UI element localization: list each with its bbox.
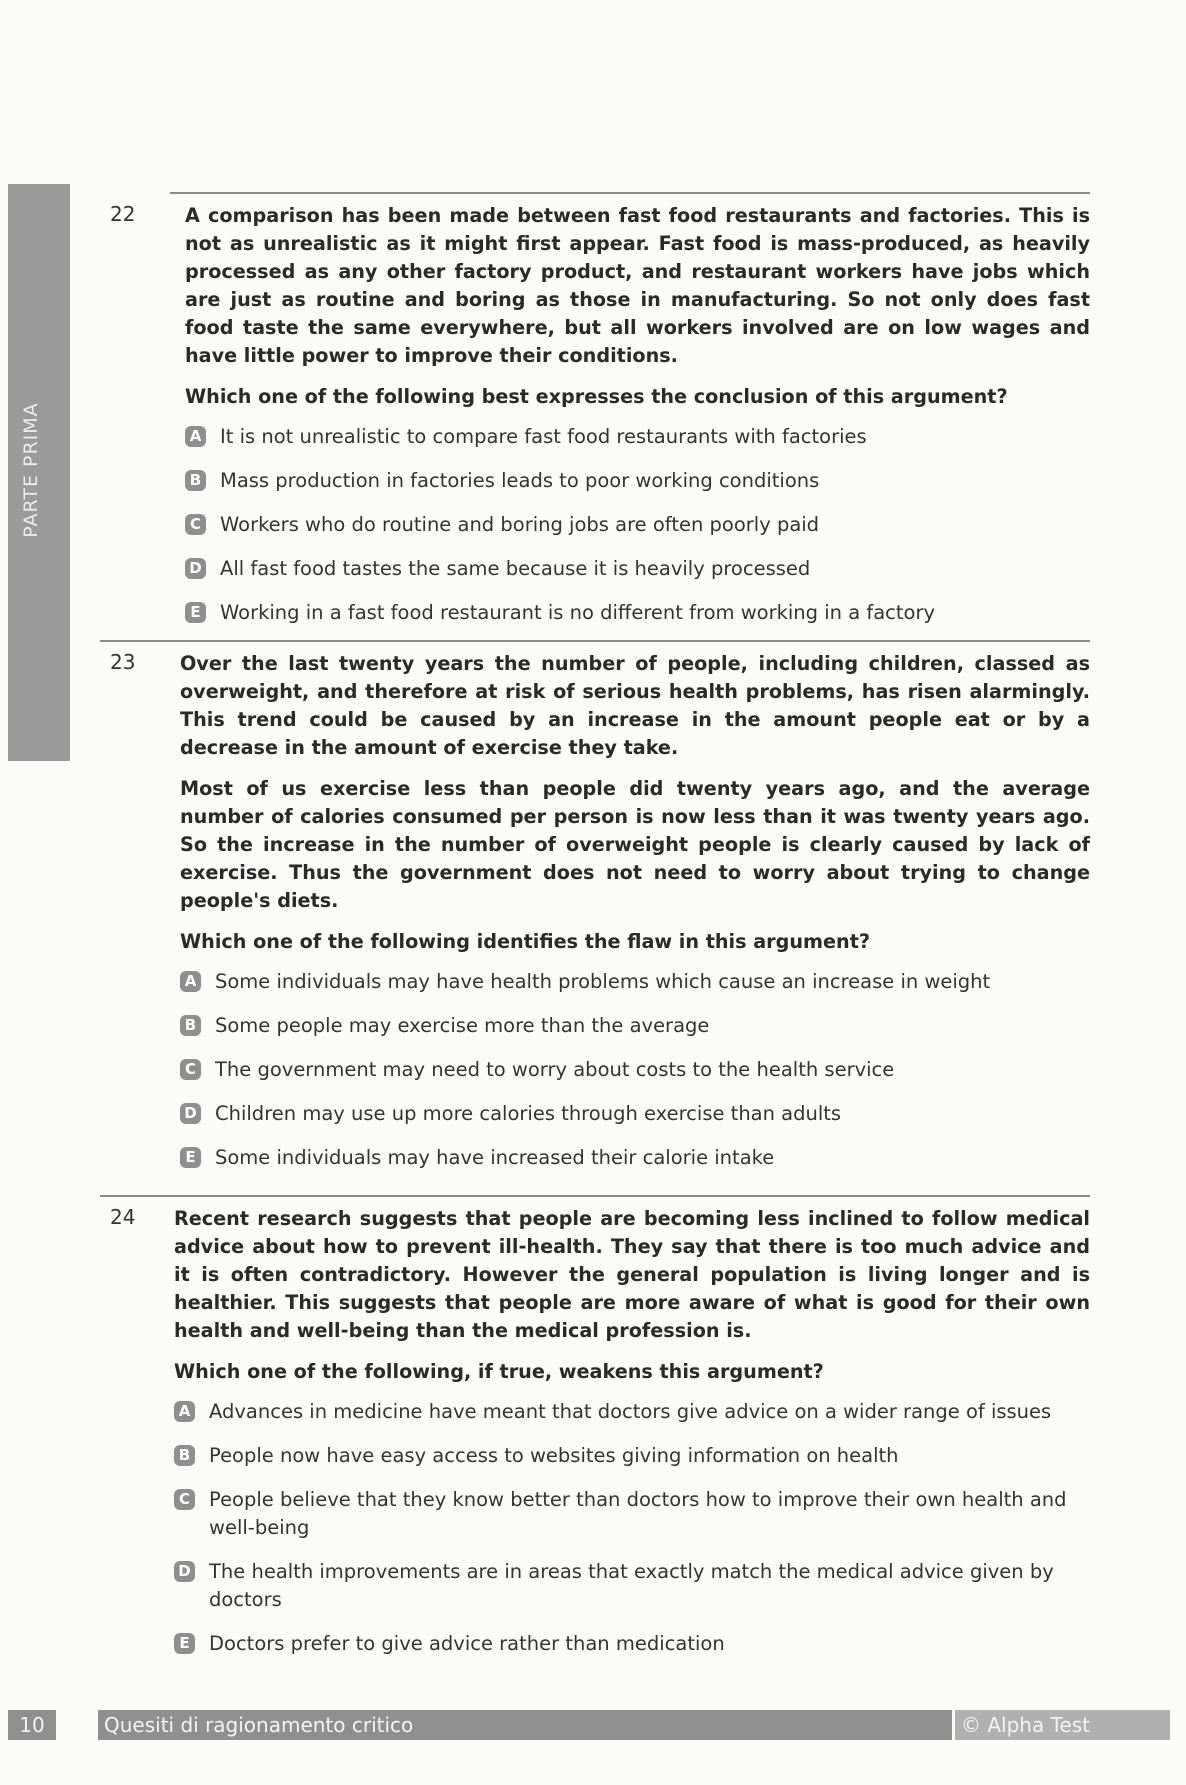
question-number: 22: [110, 202, 136, 226]
answer-option-e[interactable]: [174, 1630, 1090, 1658]
section-side-tab-label: PARTE PRIMA: [20, 402, 42, 538]
option-letter-badge: D: [185, 558, 206, 579]
question-text: Over the last twenty years the number of people, including children, classed as overweight, and therefore at risk of serious health problems, has risen alarmingly. This trend could be caused by an increase in the amount people eat or by a decrease in the amount of exercise they take.: [180, 652, 1090, 759]
answer-option-c[interactable]: [185, 511, 1090, 539]
page-number: 10: [8, 1710, 56, 1740]
question-body: [180, 642, 1090, 1172]
option-text: Some people may exercise more than the average: [215, 1014, 710, 1037]
option-text: The government may need to worry about costs to the health service: [215, 1058, 895, 1081]
option-text: The health improvements are in areas that exactly match the medical advice given by doctors: [209, 1560, 1054, 1611]
option-letter-badge: C: [185, 514, 206, 535]
option-text: People believe that they know better than doctors how to improve their own health and well-being: [209, 1488, 1067, 1539]
answer-option-a[interactable]: [185, 423, 1090, 451]
footer-section-title: Quesiti di ragionamento critico: [98, 1710, 952, 1740]
question-text-continued: Most of us exercise less than people did twenty years ago, and the average number of calories consumed per person is now less than it was twenty years ago. So the increase in the number of overweight people is clearly caused by lack of exercise. Thus the government does not need to worry about trying to change people's diets.: [180, 777, 1090, 912]
option-letter-badge: E: [185, 602, 206, 623]
option-letter-badge: A: [174, 1401, 195, 1422]
answer-option-e[interactable]: [180, 1144, 1090, 1172]
answer-option-d[interactable]: [180, 1100, 1090, 1128]
option-letter-badge: B: [180, 1015, 201, 1036]
option-letter-badge: A: [185, 426, 206, 447]
answer-option-e[interactable]: [185, 599, 1090, 627]
question-number: 24: [110, 1205, 136, 1229]
question-text: Recent research suggests that people are becoming less inclined to follow medical advice about how to prevent ill-health. They say that there is too much advice and it is often contradictory. However the general population is living longer and is healthier. This suggests that people are more aware of what is good for their own health and well-being than the medical profession is.: [174, 1207, 1090, 1342]
question-body: [174, 1197, 1090, 1658]
question-22: [100, 192, 1090, 643]
question-23: [100, 640, 1090, 1188]
footer-copyright: © Alpha Test: [952, 1710, 1170, 1740]
option-text: Mass production in factories leads to poor working conditions: [220, 469, 820, 492]
option-letter-badge: C: [174, 1489, 195, 1510]
option-text: Workers who do routine and boring jobs are often poorly paid: [220, 513, 820, 536]
question-text: A comparison has been made between fast food restaurants and factories. This is not as unrealistic as it might first appear. Fast food is mass-produced, as heavily processed as any other factory product, and restaurant workers have jobs which are just as routine and boring as those in manufacturing. So not only does fast food taste the same everywhere, but all workers involved are on low wages and have little power to improve their conditions.: [185, 204, 1090, 367]
answer-option-d[interactable]: [185, 555, 1090, 583]
question-prompt: Which one of the following best expresses the conclusion of this argument?: [185, 385, 1008, 408]
question-number: 23: [110, 650, 136, 674]
option-text: Working in a fast food restaurant is no different from working in a factory: [220, 601, 936, 624]
option-letter-badge: D: [174, 1561, 195, 1582]
question-prompt: Which one of the following identifies the flaw in this argument?: [180, 930, 871, 953]
option-text: People now have easy access to websites giving information on health: [209, 1444, 899, 1467]
option-text: All fast food tastes the same because it is heavily processed: [220, 557, 811, 580]
option-letter-badge: A: [180, 971, 201, 992]
question-prompt: Which one of the following, if true, weakens this argument?: [174, 1360, 824, 1383]
answer-option-b[interactable]: [185, 467, 1090, 495]
option-text: It is not unrealistic to compare fast food restaurants with factories: [220, 425, 867, 448]
answer-option-a[interactable]: [174, 1398, 1090, 1426]
answer-option-b[interactable]: [180, 1012, 1090, 1040]
option-text: Children may use up more calories through exercise than adults: [215, 1102, 842, 1125]
option-letter-badge: D: [180, 1103, 201, 1124]
option-text: Some individuals may have increased their calorie intake: [215, 1146, 775, 1169]
option-letter-badge: B: [185, 470, 206, 491]
answer-option-a[interactable]: [180, 968, 1090, 996]
option-text: Advances in medicine have meant that doctors give advice on a wider range of issues: [209, 1400, 1052, 1423]
option-letter-badge: C: [180, 1059, 201, 1080]
option-letter-badge: B: [174, 1445, 195, 1466]
option-letter-badge: E: [174, 1633, 195, 1654]
question-24: [100, 1195, 1090, 1674]
answer-option-d[interactable]: [174, 1558, 1090, 1614]
answer-option-c[interactable]: [180, 1056, 1090, 1084]
option-text: Doctors prefer to give advice rather than medication: [209, 1632, 725, 1655]
answer-option-c[interactable]: [174, 1486, 1090, 1542]
answer-option-b[interactable]: [174, 1442, 1090, 1470]
option-text: Some individuals may have health problems which cause an increase in weight: [215, 970, 991, 993]
question-body: [185, 194, 1090, 627]
option-letter-badge: E: [180, 1147, 201, 1168]
